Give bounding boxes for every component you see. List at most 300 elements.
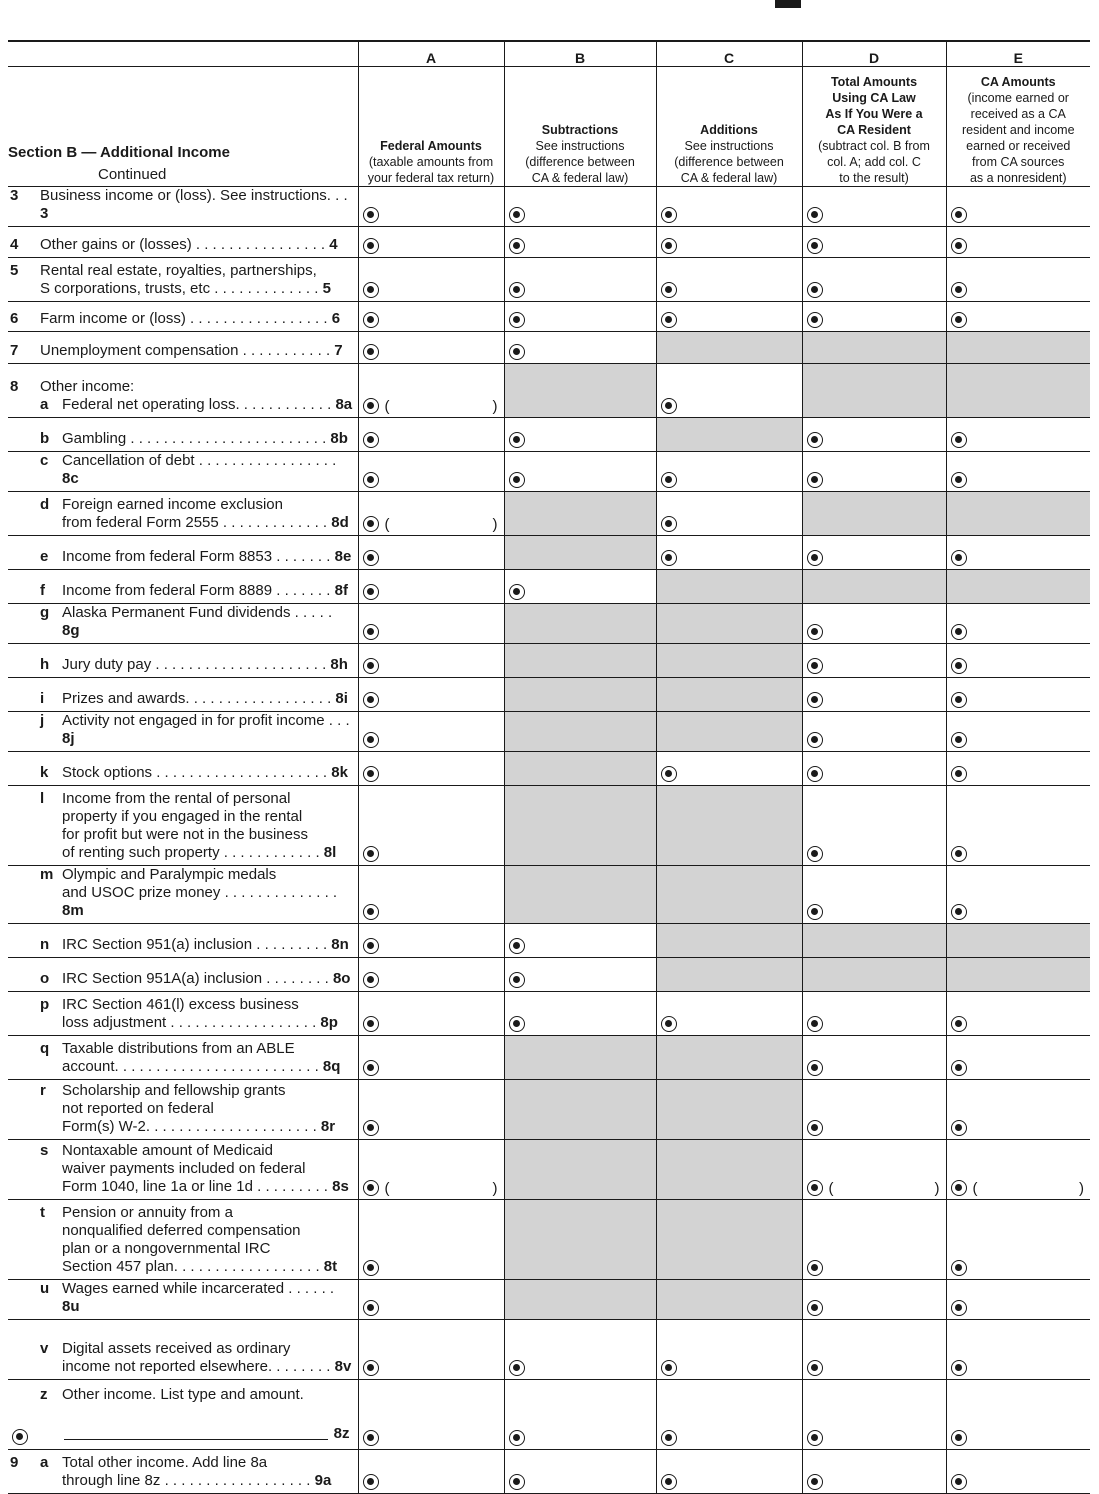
line-text-block bbox=[8, 656, 354, 674]
line-text-block bbox=[8, 187, 354, 223]
column-note-line: (income earned or bbox=[967, 91, 1069, 105]
amount-radio-icon[interactable] bbox=[951, 1180, 967, 1196]
line-3-col-b-field[interactable] bbox=[504, 187, 656, 227]
line-sub-letter: r bbox=[40, 1082, 46, 1099]
amount-radio-icon[interactable] bbox=[363, 432, 379, 448]
line-3-col-e-field[interactable] bbox=[946, 187, 1090, 227]
amount-radio-icon[interactable] bbox=[951, 432, 967, 448]
line-8c-row bbox=[8, 452, 1090, 492]
line-8g-col-e-field[interactable] bbox=[946, 604, 1090, 644]
column-letter-b: B bbox=[504, 41, 656, 67]
line-8h-label bbox=[8, 644, 358, 678]
amount-radio-icon[interactable] bbox=[363, 1360, 379, 1376]
line-text-content: Activity not engaged in for profit income . . . bbox=[62, 712, 350, 729]
line-8s-col-d-field[interactable] bbox=[802, 1140, 946, 1200]
line-code: 8u bbox=[62, 1298, 80, 1315]
line-8m-col-e-field[interactable] bbox=[946, 866, 1090, 924]
line-text-content: for profit but were not in the business bbox=[62, 826, 308, 843]
paren-open: ( bbox=[384, 1180, 390, 1197]
line-8z-col-e-field[interactable] bbox=[946, 1380, 1090, 1450]
line-8d-col-c-field[interactable] bbox=[656, 492, 802, 536]
amount-radio-icon[interactable] bbox=[951, 1060, 967, 1076]
line-4-col-d-field[interactable] bbox=[802, 227, 946, 258]
line-8o-col-a-field[interactable] bbox=[358, 958, 504, 992]
column-title-b: Subtractions bbox=[541, 123, 619, 137]
line-text bbox=[8, 826, 354, 844]
line-8j-col-e-field[interactable] bbox=[946, 712, 1090, 752]
amount-radio-icon[interactable] bbox=[951, 732, 967, 748]
line-8t-col-a-field[interactable] bbox=[358, 1200, 504, 1280]
line-8c-col-a-field[interactable] bbox=[358, 452, 504, 492]
line-8a-row bbox=[8, 364, 1090, 418]
amount-radio-icon[interactable] bbox=[661, 312, 677, 328]
amount-radio-icon[interactable] bbox=[807, 1180, 823, 1196]
line-code: 8s bbox=[332, 1178, 349, 1195]
line-8z-col-a-field[interactable] bbox=[358, 1380, 504, 1450]
line-text-content: Farm income or (loss) . . . . . . . . . . . . . . . . . bbox=[40, 310, 332, 327]
amount-radio-icon[interactable] bbox=[509, 938, 525, 954]
line-8e-col-c-field[interactable] bbox=[656, 536, 802, 570]
line-8k-col-b-shaded bbox=[504, 752, 656, 786]
line-3-col-a-field[interactable] bbox=[358, 187, 504, 227]
line-number: 3 bbox=[10, 187, 19, 204]
amount-radio-icon[interactable] bbox=[807, 1360, 823, 1376]
line-text-block bbox=[8, 970, 354, 988]
line-8b-col-d-field[interactable] bbox=[802, 418, 946, 452]
amount-radio-icon[interactable] bbox=[363, 846, 379, 862]
amount-radio-icon[interactable] bbox=[363, 624, 379, 640]
line-3-col-d-field[interactable] bbox=[802, 187, 946, 227]
line-8c-col-c-field[interactable] bbox=[656, 452, 802, 492]
line-8j-col-d-field[interactable] bbox=[802, 712, 946, 752]
line-7-col-a-field[interactable] bbox=[358, 332, 504, 364]
line-8i-col-b-shaded bbox=[504, 678, 656, 712]
line-sub-letter: a bbox=[40, 1454, 49, 1471]
column-note-line: from CA sources bbox=[972, 155, 1065, 169]
amount-radio-icon[interactable] bbox=[661, 207, 677, 223]
amount-radio-icon[interactable] bbox=[363, 516, 379, 532]
line-8b-col-a-field[interactable] bbox=[358, 418, 504, 452]
line-8d-label bbox=[8, 492, 358, 536]
amount-radio-icon[interactable] bbox=[363, 282, 379, 298]
line-code: 6 bbox=[331, 310, 341, 327]
line-9a-col-d-field[interactable] bbox=[802, 1450, 946, 1494]
amount-radio-icon[interactable] bbox=[661, 550, 677, 566]
line-8n-col-b-field[interactable] bbox=[504, 924, 656, 958]
amount-radio-icon[interactable] bbox=[951, 766, 967, 782]
line-8l-col-b-shaded bbox=[504, 786, 656, 866]
amount-radio-icon[interactable] bbox=[807, 1474, 823, 1490]
amount-radio-icon[interactable] bbox=[363, 1260, 379, 1276]
amount-radio-icon[interactable] bbox=[363, 312, 379, 328]
line-8o-label bbox=[8, 958, 358, 992]
line-code: 8a bbox=[335, 396, 353, 413]
line-8f-col-b-field[interactable] bbox=[504, 570, 656, 604]
line-8j-label bbox=[8, 712, 358, 752]
line-8b-col-b-field[interactable] bbox=[504, 418, 656, 452]
amount-radio-icon[interactable] bbox=[509, 1016, 525, 1032]
line-code: 8h bbox=[330, 656, 348, 673]
line-8z-col-c-field[interactable] bbox=[656, 1380, 802, 1450]
line-8l-col-e-field[interactable] bbox=[946, 786, 1090, 866]
line-8l-col-d-field[interactable] bbox=[802, 786, 946, 866]
line-code: 8o bbox=[332, 970, 351, 987]
amount-radio-icon[interactable] bbox=[363, 1016, 379, 1032]
line-8g-col-a-field[interactable] bbox=[358, 604, 504, 644]
line-8v-col-e-field[interactable] bbox=[946, 1320, 1090, 1380]
amount-radio-icon[interactable] bbox=[363, 550, 379, 566]
amount-radio-icon[interactable] bbox=[807, 1260, 823, 1276]
amount-radio-icon[interactable] bbox=[951, 624, 967, 640]
line-6-row bbox=[8, 302, 1090, 332]
line-8q-col-a-field[interactable] bbox=[358, 1036, 504, 1080]
amount-radio-icon[interactable] bbox=[807, 432, 823, 448]
amount-radio-icon[interactable] bbox=[951, 238, 967, 254]
column-header-e bbox=[946, 67, 1090, 187]
line-6-col-e-field[interactable] bbox=[946, 302, 1090, 332]
amount-radio-icon[interactable] bbox=[951, 846, 967, 862]
line-8z-col-b-field[interactable] bbox=[504, 1380, 656, 1450]
amount-radio-icon[interactable] bbox=[509, 312, 525, 328]
line-8h-col-a-field[interactable] bbox=[358, 644, 504, 678]
line-text-content: Foreign earned income exclusion bbox=[62, 496, 283, 513]
line-6-col-a-field[interactable] bbox=[358, 302, 504, 332]
line-4-col-b-field[interactable] bbox=[504, 227, 656, 258]
amount-radio-icon[interactable] bbox=[661, 1360, 677, 1376]
line-8o-col-b-field[interactable] bbox=[504, 958, 656, 992]
line-text-block bbox=[8, 1280, 354, 1316]
amount-radio-icon[interactable] bbox=[807, 846, 823, 862]
amount-radio-icon[interactable] bbox=[807, 550, 823, 566]
amount-radio-icon[interactable] bbox=[807, 1120, 823, 1136]
line-8q-col-e-field[interactable] bbox=[946, 1036, 1090, 1080]
line-text-content: Olympic and Paralympic medals bbox=[62, 866, 277, 883]
line-8v-col-c-field[interactable] bbox=[656, 1320, 802, 1380]
amount-radio-icon[interactable] bbox=[363, 238, 379, 254]
line-8u-col-a-field[interactable] bbox=[358, 1280, 504, 1320]
line-8f-col-a-field[interactable] bbox=[358, 570, 504, 604]
amount-radio-icon[interactable] bbox=[951, 904, 967, 920]
line-8d-row bbox=[8, 492, 1090, 536]
amount-radio-icon[interactable] bbox=[951, 207, 967, 223]
amount-radio-icon[interactable] bbox=[807, 472, 823, 488]
amount-radio-icon[interactable] bbox=[807, 1430, 823, 1446]
line-8c-col-d-field[interactable] bbox=[802, 452, 946, 492]
amount-radio-icon[interactable] bbox=[661, 1016, 677, 1032]
line-8v-col-d-field[interactable] bbox=[802, 1320, 946, 1380]
amount-radio-icon[interactable] bbox=[363, 472, 379, 488]
line-8k-col-e-field[interactable] bbox=[946, 752, 1090, 786]
line-8z-type-field[interactable] bbox=[64, 1439, 328, 1440]
amount-radio-icon[interactable] bbox=[509, 1474, 525, 1490]
amount-radio-icon[interactable] bbox=[363, 972, 379, 988]
line-8a-col-b-shaded bbox=[504, 364, 656, 418]
line-8o-col-d-shaded bbox=[802, 958, 946, 992]
amount-radio-icon[interactable] bbox=[363, 344, 379, 360]
amount-radio-icon[interactable] bbox=[951, 312, 967, 328]
amount-radio-icon[interactable] bbox=[509, 432, 525, 448]
amount-radio-icon[interactable] bbox=[661, 398, 677, 414]
amount-radio-icon[interactable] bbox=[509, 584, 525, 600]
line-text-block bbox=[8, 236, 354, 254]
amount-radio-icon[interactable] bbox=[363, 1300, 379, 1316]
line-8i-col-a-field[interactable] bbox=[358, 678, 504, 712]
amount-radio-icon[interactable] bbox=[807, 207, 823, 223]
amount-radio-icon[interactable] bbox=[363, 732, 379, 748]
amount-radio-icon[interactable] bbox=[509, 207, 525, 223]
line-8q-col-d-field[interactable] bbox=[802, 1036, 946, 1080]
amount-radio-icon[interactable] bbox=[951, 1360, 967, 1376]
line-code: 8d bbox=[331, 514, 349, 531]
line-text bbox=[8, 514, 354, 532]
amount-radio-icon[interactable] bbox=[807, 692, 823, 708]
line-9a-col-a-field[interactable] bbox=[358, 1450, 504, 1494]
amount-radio-icon[interactable] bbox=[807, 238, 823, 254]
amount-radio-icon[interactable] bbox=[661, 1474, 677, 1490]
line-text bbox=[8, 262, 354, 280]
amount-radio-icon[interactable] bbox=[661, 282, 677, 298]
amount-radio-icon[interactable] bbox=[951, 1474, 967, 1490]
line-8t-col-e-field[interactable] bbox=[946, 1200, 1090, 1280]
line-8z-col-d-field[interactable] bbox=[802, 1380, 946, 1450]
line-8g-col-d-field[interactable] bbox=[802, 604, 946, 644]
line-8p-col-c-field[interactable] bbox=[656, 992, 802, 1036]
column-title-e: CA Amounts bbox=[980, 75, 1056, 89]
amount-radio-icon[interactable] bbox=[363, 1180, 379, 1196]
line-8g-row bbox=[8, 604, 1090, 644]
amount-radio-icon[interactable] bbox=[509, 1360, 525, 1376]
line-8e-col-a-field[interactable] bbox=[358, 536, 504, 570]
line-8a-col-c-field[interactable] bbox=[656, 364, 802, 418]
amount-radio-icon[interactable] bbox=[363, 1060, 379, 1076]
line-6-col-b-field[interactable] bbox=[504, 302, 656, 332]
line-8n-col-a-field[interactable] bbox=[358, 924, 504, 958]
column-header-row bbox=[8, 67, 1090, 187]
line-sub-letter: t bbox=[40, 1204, 45, 1221]
line-8r-row bbox=[8, 1080, 1090, 1140]
amount-radio-icon[interactable] bbox=[363, 658, 379, 674]
line-8v-col-a-field[interactable] bbox=[358, 1320, 504, 1380]
line-8p-col-a-field[interactable] bbox=[358, 992, 504, 1036]
line-text bbox=[8, 656, 354, 674]
line-8d-col-a-field[interactable] bbox=[358, 492, 504, 536]
line-text bbox=[8, 452, 354, 488]
amount-radio-icon[interactable] bbox=[363, 904, 379, 920]
line-text-content: Taxable distributions from an ABLE bbox=[62, 1040, 295, 1057]
amount-radio-icon[interactable] bbox=[951, 692, 967, 708]
amount-radio-icon[interactable] bbox=[363, 1120, 379, 1136]
column-title-a: Federal Amounts bbox=[380, 139, 482, 153]
amount-radio-icon[interactable] bbox=[951, 1260, 967, 1276]
line-text-block bbox=[8, 790, 354, 862]
line-text-block bbox=[8, 496, 354, 532]
amount-radio-icon[interactable] bbox=[509, 238, 525, 254]
amount-radio-icon[interactable] bbox=[807, 1016, 823, 1032]
line-8h-col-d-field[interactable] bbox=[802, 644, 946, 678]
line-9a-col-b-field[interactable] bbox=[504, 1450, 656, 1494]
paren-close: ) bbox=[492, 398, 498, 415]
amount-radio-icon[interactable] bbox=[509, 344, 525, 360]
amount-radio-icon[interactable] bbox=[951, 1120, 967, 1136]
amount-radio-icon[interactable] bbox=[951, 282, 967, 298]
amount-radio-icon[interactable] bbox=[951, 1300, 967, 1316]
line-8q-col-b-shaded bbox=[504, 1036, 656, 1080]
line-8k-col-a-field[interactable] bbox=[358, 752, 504, 786]
amount-radio-icon[interactable] bbox=[951, 1430, 967, 1446]
line-8z-type-radio[interactable] bbox=[12, 1429, 28, 1445]
column-note-line: See instructions bbox=[684, 139, 774, 153]
line-8k-col-d-field[interactable] bbox=[802, 752, 946, 786]
amount-radio-icon[interactable] bbox=[661, 766, 677, 782]
line-8p-col-e-field[interactable] bbox=[946, 992, 1090, 1036]
amount-radio-icon[interactable] bbox=[509, 282, 525, 298]
line-text bbox=[8, 1258, 354, 1276]
line-text-block bbox=[8, 548, 354, 566]
amount-radio-icon[interactable] bbox=[363, 766, 379, 782]
column-header-c bbox=[656, 67, 802, 187]
line-8j-col-a-field[interactable] bbox=[358, 712, 504, 752]
line-8p-col-b-field[interactable] bbox=[504, 992, 656, 1036]
line-text-content: Alaska Permanent Fund dividends . . . . . bbox=[62, 604, 333, 621]
line-8b-col-e-field[interactable] bbox=[946, 418, 1090, 452]
amount-radio-icon[interactable] bbox=[807, 1300, 823, 1316]
line-5-col-c-field[interactable] bbox=[656, 258, 802, 302]
line-5-col-e-field[interactable] bbox=[946, 258, 1090, 302]
line-sub-letter: c bbox=[40, 452, 49, 469]
line-8a-col-a-field[interactable] bbox=[358, 364, 504, 418]
line-8h-col-e-field[interactable] bbox=[946, 644, 1090, 678]
line-8t-col-d-field[interactable] bbox=[802, 1200, 946, 1280]
amount-radio-icon[interactable] bbox=[661, 516, 677, 532]
line-text bbox=[8, 1082, 354, 1100]
amount-radio-icon[interactable] bbox=[807, 1060, 823, 1076]
line-text-content: Rental real estate, royalties, partnerships, bbox=[40, 262, 317, 279]
line-text bbox=[8, 884, 354, 920]
line-8l-col-a-field[interactable] bbox=[358, 786, 504, 866]
line-8c-label bbox=[8, 452, 358, 492]
amount-radio-icon[interactable] bbox=[807, 282, 823, 298]
line-8e-col-d-field[interactable] bbox=[802, 536, 946, 570]
amount-radio-icon[interactable] bbox=[807, 904, 823, 920]
line-8v-col-b-field[interactable] bbox=[504, 1320, 656, 1380]
amount-radio-icon[interactable] bbox=[363, 1430, 379, 1446]
line-8i-label bbox=[8, 678, 358, 712]
amount-radio-icon[interactable] bbox=[951, 1016, 967, 1032]
amount-radio-icon[interactable] bbox=[661, 1430, 677, 1446]
line-8e-col-e-field[interactable] bbox=[946, 536, 1090, 570]
line-4-col-c-field[interactable] bbox=[656, 227, 802, 258]
line-6-col-d-field[interactable] bbox=[802, 302, 946, 332]
amount-radio-icon[interactable] bbox=[363, 692, 379, 708]
amount-radio-icon[interactable] bbox=[661, 238, 677, 254]
line-8r-col-d-field[interactable] bbox=[802, 1080, 946, 1140]
line-8b-label bbox=[8, 418, 358, 452]
line-8m-col-a-field[interactable] bbox=[358, 866, 504, 924]
blank-header-cell bbox=[8, 41, 358, 67]
line-8s-row bbox=[8, 1140, 1090, 1200]
line-text bbox=[8, 712, 354, 748]
amount-radio-icon[interactable] bbox=[661, 472, 677, 488]
line-text-block bbox=[8, 430, 354, 448]
amount-radio-icon[interactable] bbox=[951, 550, 967, 566]
line-9a-col-e-field[interactable] bbox=[946, 1450, 1090, 1494]
line-8z-label bbox=[8, 1380, 358, 1450]
line-text bbox=[8, 187, 354, 223]
amount-radio-icon[interactable] bbox=[363, 938, 379, 954]
paren-close: ) bbox=[492, 1180, 498, 1197]
amount-radio-icon[interactable] bbox=[363, 1474, 379, 1490]
amount-radio-icon[interactable] bbox=[509, 472, 525, 488]
amount-radio-icon[interactable] bbox=[363, 584, 379, 600]
line-text-content: Gambling . . . . . . . . . . . . . . . . . . . . . . . . bbox=[62, 430, 331, 447]
line-8i-row bbox=[8, 678, 1090, 712]
line-code: 8c bbox=[62, 470, 79, 487]
line-8u-col-e-field[interactable] bbox=[946, 1280, 1090, 1320]
amount-radio-icon[interactable] bbox=[509, 1430, 525, 1446]
line-text-content: and USOC prize money . . . . . . . . . . . . . . bbox=[62, 884, 338, 901]
column-note-line: to the result) bbox=[839, 171, 909, 185]
line-8f-row bbox=[8, 570, 1090, 604]
line-8m-col-d-field[interactable] bbox=[802, 866, 946, 924]
line-sub-letter: s bbox=[40, 1142, 49, 1159]
amount-radio-icon[interactable] bbox=[951, 472, 967, 488]
line-text-content: nonqualified deferred compensation bbox=[62, 1222, 301, 1239]
line-5-col-a-field[interactable] bbox=[358, 258, 504, 302]
line-3-col-c-field[interactable] bbox=[656, 187, 802, 227]
line-8i-col-c-shaded bbox=[656, 678, 802, 712]
line-sub-letter: a bbox=[40, 396, 49, 413]
line-8r-col-e-field[interactable] bbox=[946, 1080, 1090, 1140]
line-text bbox=[8, 496, 354, 514]
line-8c-col-b-field[interactable] bbox=[504, 452, 656, 492]
line-8k-col-c-field[interactable] bbox=[656, 752, 802, 786]
line-8p-col-d-field[interactable] bbox=[802, 992, 946, 1036]
amount-radio-icon[interactable] bbox=[363, 207, 379, 223]
line-4-col-e-field[interactable] bbox=[946, 227, 1090, 258]
line-9a-col-c-field[interactable] bbox=[656, 1450, 802, 1494]
line-6-label bbox=[8, 302, 358, 332]
amount-radio-icon[interactable] bbox=[807, 658, 823, 674]
line-8i-col-e-field[interactable] bbox=[946, 678, 1090, 712]
amount-radio-icon[interactable] bbox=[807, 766, 823, 782]
line-7-col-b-field[interactable] bbox=[504, 332, 656, 364]
line-5-col-d-field[interactable] bbox=[802, 258, 946, 302]
amount-radio-icon[interactable] bbox=[363, 398, 379, 414]
line-8o-col-c-shaded bbox=[656, 958, 802, 992]
line-text-block bbox=[8, 452, 354, 488]
line-8i-col-d-field[interactable] bbox=[802, 678, 946, 712]
line-8g-col-b-shaded bbox=[504, 604, 656, 644]
line-8s-col-e-field[interactable] bbox=[946, 1140, 1090, 1200]
line-5-col-b-field[interactable] bbox=[504, 258, 656, 302]
amount-radio-icon[interactable] bbox=[807, 312, 823, 328]
line-text-block bbox=[8, 310, 354, 328]
line-6-col-c-field[interactable] bbox=[656, 302, 802, 332]
line-text bbox=[8, 236, 354, 254]
amount-radio-icon[interactable] bbox=[807, 732, 823, 748]
line-text bbox=[8, 1160, 354, 1178]
amount-radio-icon[interactable] bbox=[807, 624, 823, 640]
column-header-a bbox=[358, 67, 504, 187]
line-8u-col-d-field[interactable] bbox=[802, 1280, 946, 1320]
line-8s-col-a-field[interactable] bbox=[358, 1140, 504, 1200]
line-8c-col-e-field[interactable] bbox=[946, 452, 1090, 492]
line-8r-col-a-field[interactable] bbox=[358, 1080, 504, 1140]
line-4-col-a-field[interactable] bbox=[358, 227, 504, 258]
line-8f-col-e-shaded bbox=[946, 570, 1090, 604]
amount-radio-icon[interactable] bbox=[951, 658, 967, 674]
amount-radio-icon[interactable] bbox=[509, 972, 525, 988]
